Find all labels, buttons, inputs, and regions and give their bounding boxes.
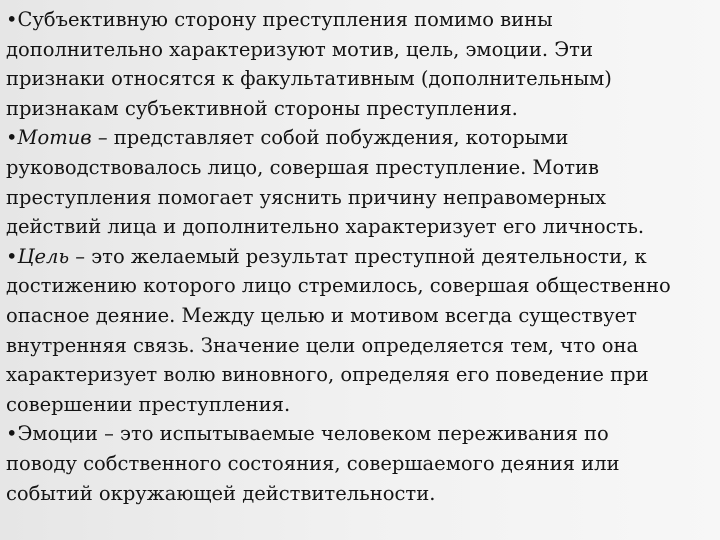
term-goal: Цель <box>17 244 70 268</box>
paragraph-motive <box>6 123 718 241</box>
slide-text-body <box>6 5 718 508</box>
paragraph-subjective-side <box>6 5 718 123</box>
paragraph-text: Субъективную сторону преступления помимо вины дополнительно характеризуют мотив, цель, эмоции. Эти признаки относятся к факультативным (дополнительным) признакам субъективной стороны преступления. <box>6 8 612 120</box>
paragraph-text: – представляет собой побуждения, которыми руководствовалось лицо, совершая преступление. Мотив преступления помогает уяснить причину неправомерных действий лица и дополнительно характеризует его личность. <box>6 126 645 239</box>
paragraph-goal <box>6 242 718 420</box>
bullet-icon: • <box>6 126 18 150</box>
paragraph-text: – это желаемый результат преступной деятельности, к достижению которого лицо стремилось, совершая общественно опасное деяние. Между целью и мотивом всегда существует внутренняя связь. Значение цели определяется тем, что она характеризует волю виновного, определяя его поведение при совершении преступления. <box>6 244 671 416</box>
bullet-icon: • <box>6 244 18 268</box>
paragraph-emotions <box>6 419 718 508</box>
bullet-icon: • <box>6 422 18 446</box>
paragraph-text: Эмоции – это испытываемые человеком переживания по поводу собственного состояния, совершаемого деяния или событий окружающей действительности. <box>6 422 620 505</box>
term-motive: Мотив <box>17 126 92 150</box>
bullet-icon: • <box>6 8 18 31</box>
